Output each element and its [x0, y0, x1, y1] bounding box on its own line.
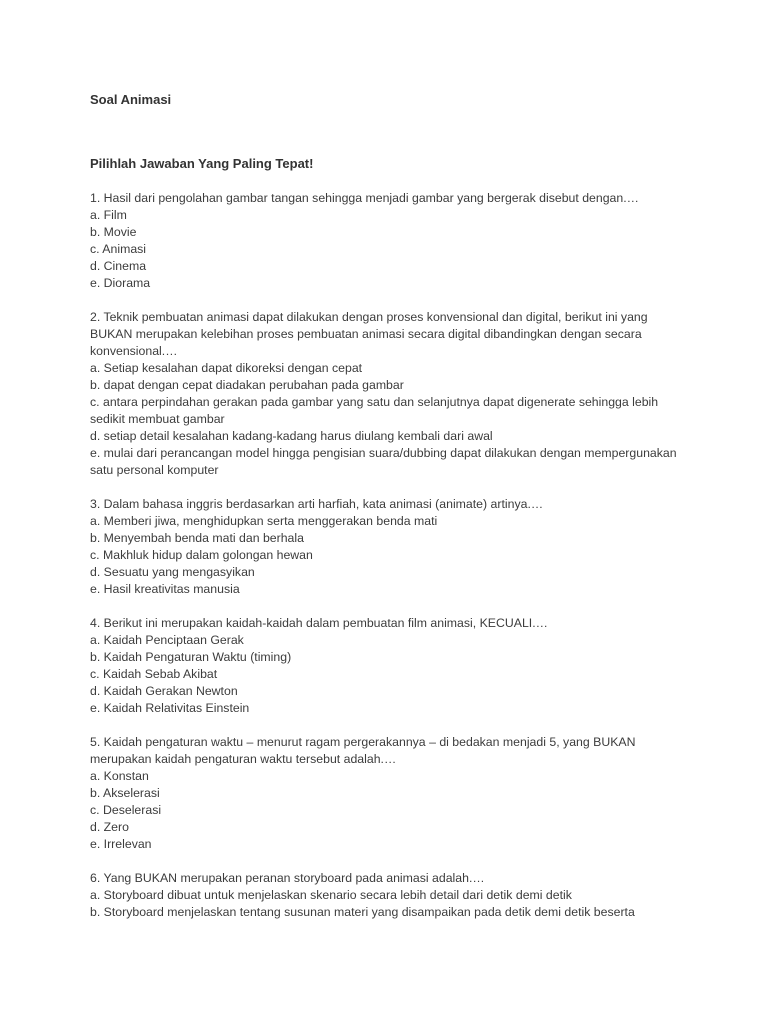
question-text: 1. Hasil dari pengolahan gambar tangan sehingga menjadi gambar yang bergerak disebut dengan.…: [90, 191, 639, 205]
answer-option: a. Konstan: [90, 769, 149, 783]
answer-option: b. dapat dengan cepat diadakan perubahan pada gambar: [90, 378, 404, 392]
answer-option: a. Storyboard dibuat untuk menjelaskan skenario secara lebih detail dari detik demi detik: [90, 888, 572, 902]
answer-option: a. Film: [90, 208, 127, 222]
answer-option: b. Movie: [90, 225, 137, 239]
question-2: [90, 309, 680, 479]
answer-option: d. Sesuatu yang mengasyikan: [90, 565, 255, 579]
document-page: [90, 90, 680, 921]
answer-option: c. Makhluk hidup dalam golongan hewan: [90, 548, 313, 562]
question-text: 4. Berikut ini merupakan kaidah-kaidah dalam pembuatan film animasi, KECUALI.…: [90, 616, 548, 630]
instruction-heading: Pilihlah Jawaban Yang Paling Tepat!: [90, 156, 314, 171]
answer-option: c. Animasi: [90, 242, 147, 256]
answer-option: b. Storyboard menjelaskan tentang susunan materi yang disampaikan pada detik demi detik beserta: [90, 905, 635, 919]
answer-option: e. Kaidah Relativitas Einstein: [90, 701, 250, 715]
answer-option: c. Kaidah Sebab Akibat: [90, 667, 218, 681]
answer-option: a. Memberi jiwa, menghidupkan serta menggerakan benda mati: [90, 514, 438, 528]
question-text: 3. Dalam bahasa inggris berdasarkan arti harfiah, kata animasi (animate) artinya.…: [90, 497, 544, 511]
answer-option: d. Zero: [90, 820, 129, 834]
answer-option: b. Akselerasi: [90, 786, 160, 800]
answer-option: e. Diorama: [90, 276, 151, 290]
answer-option: b. Menyembah benda mati dan berhala: [90, 531, 304, 545]
question-4: [90, 615, 680, 717]
answer-option: e. Hasil kreativitas manusia: [90, 582, 240, 596]
answer-option: e. Irrelevan: [90, 837, 152, 851]
question-5: [90, 734, 680, 853]
answer-option: d. Kaidah Gerakan Newton: [90, 684, 238, 698]
answer-option: c. antara perpindahan gerakan pada gambar yang satu dan selanjutnya dapat digenerate sehingga lebih sedikit membuat gambar: [90, 395, 659, 426]
answer-option: d. setiap detail kesalahan kadang-kadang harus diulang kembali dari awal: [90, 429, 493, 443]
answer-option: e. mulai dari perancangan model hingga pengisian suara/dubbing dapat dilakukan dengan mempergunakan satu personal komputer: [90, 446, 677, 477]
answer-option: a. Setiap kesalahan dapat dikoreksi dengan cepat: [90, 361, 363, 375]
question-text: 5. Kaidah pengaturan waktu – menurut ragam pergerakannya – di bedakan menjadi 5, yang BUKAN merupakan kaidah pengaturan waktu tersebut adalah.…: [90, 735, 636, 766]
question-3: [90, 496, 680, 598]
question-1: [90, 190, 680, 292]
question-6: [90, 870, 680, 921]
answer-option: d. Cinema: [90, 259, 147, 273]
answer-option: c. Deselerasi: [90, 803, 162, 817]
answer-option: a. Kaidah Penciptaan Gerak: [90, 633, 244, 647]
document-title: Soal Animasi: [90, 92, 172, 107]
answer-option: b. Kaidah Pengaturan Waktu (timing): [90, 650, 292, 664]
question-text: 2. Teknik pembuatan animasi dapat dilakukan dengan proses konvensional dan digital, berikut ini yang BUKAN merupakan kelebihan proses pembuatan animasi secara digital dibandingkan dengan secara konvensional.…: [90, 310, 648, 358]
question-text: 6. Yang BUKAN merupakan peranan storyboard pada animasi adalah.…: [90, 871, 485, 885]
